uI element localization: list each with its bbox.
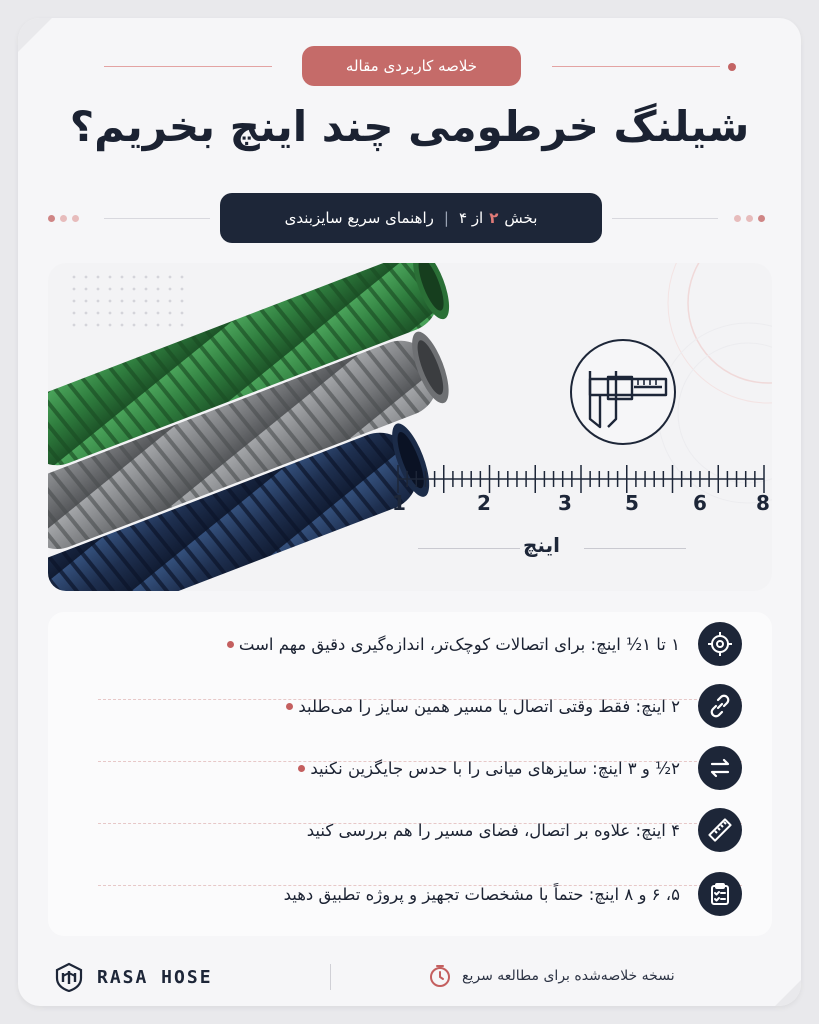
brand [55,962,213,992]
article-summary-pill: خلاصه کاربردی مقاله [302,46,521,86]
badge-part-label: بخش [504,209,538,227]
link-icon [698,684,742,728]
brand-name: RASA HOSE [97,966,213,988]
badge-subtitle: راهنمای سریع سایزبندی [284,209,434,227]
ruler-icon [698,808,742,852]
footer-note [428,964,675,988]
list-item [98,800,742,860]
bullet-dot [286,703,293,710]
unit-line-right [584,548,686,549]
caliper-icon [572,341,674,443]
sizing-tips-list [48,612,772,936]
ruler-label: 8 [756,491,770,515]
bullet-dot [227,641,234,648]
decor-line [104,218,210,219]
footer-separator [330,964,331,990]
tip-text: ۴ اینچ: علاوه بر اتصال، فضای مسیر را هم بررسی کنید [306,820,680,840]
page-fold-corner [18,18,52,52]
decor-dots-left [48,215,79,222]
unit-line-left [418,548,520,549]
footer [18,950,801,1006]
list-item [98,614,742,674]
list-item [98,738,742,798]
ruler-label: 6 [693,491,707,515]
rasa-hose-logo-icon [55,962,83,992]
footer-note-text: نسخه خلاصه‌شده برای مطالعه سریع [462,968,675,984]
target-icon [698,622,742,666]
list-item [98,864,742,924]
bullet-dot [298,765,305,772]
decor-dot [728,63,736,71]
tip-text: ۲ اینچ: فقط وقتی اتصال یا مسیر همین سایز را می‌طلبد [298,696,680,716]
clock-icon [428,964,452,988]
badge-total: از ۴ [458,209,484,227]
list-item [98,676,742,736]
infographic-card [18,18,801,1006]
ruler-label: 1 [392,491,406,515]
ruler-label: 3 [558,491,572,515]
decor-line [612,218,718,219]
badge-current-number: ۲ [489,209,499,227]
tip-text: ۵، ۶ و ۸ اینچ: حتماً با مشخصات تجهیز و پروژه تطبیق دهید [283,884,680,904]
ruler-label: 5 [625,491,639,515]
page-title: شیلنگ خرطومی چند اینچ بخریم؟ [69,102,750,151]
tip-text: ۲½ و ۳ اینچ: سایزهای میانی را با حدس جایگزین نکنید [310,758,680,778]
swap-icon [698,746,742,790]
unit-label: اینچ [523,533,560,557]
caliper-bubble [570,339,676,445]
clipboard-icon [698,872,742,916]
decor-line-right [552,66,720,67]
section-badge [220,193,602,243]
badge-separator: | [443,209,449,227]
hero-illustration [48,263,772,591]
decor-line-left [104,66,272,67]
ruler-label: 2 [477,491,491,515]
decor-dots-right [734,215,765,222]
inch-ruler [398,465,764,493]
tip-text: ۱ تا ۱½ اینچ: برای اتصالات کوچک‌تر، اندازه‌گیری دقیق مهم است [238,634,680,654]
